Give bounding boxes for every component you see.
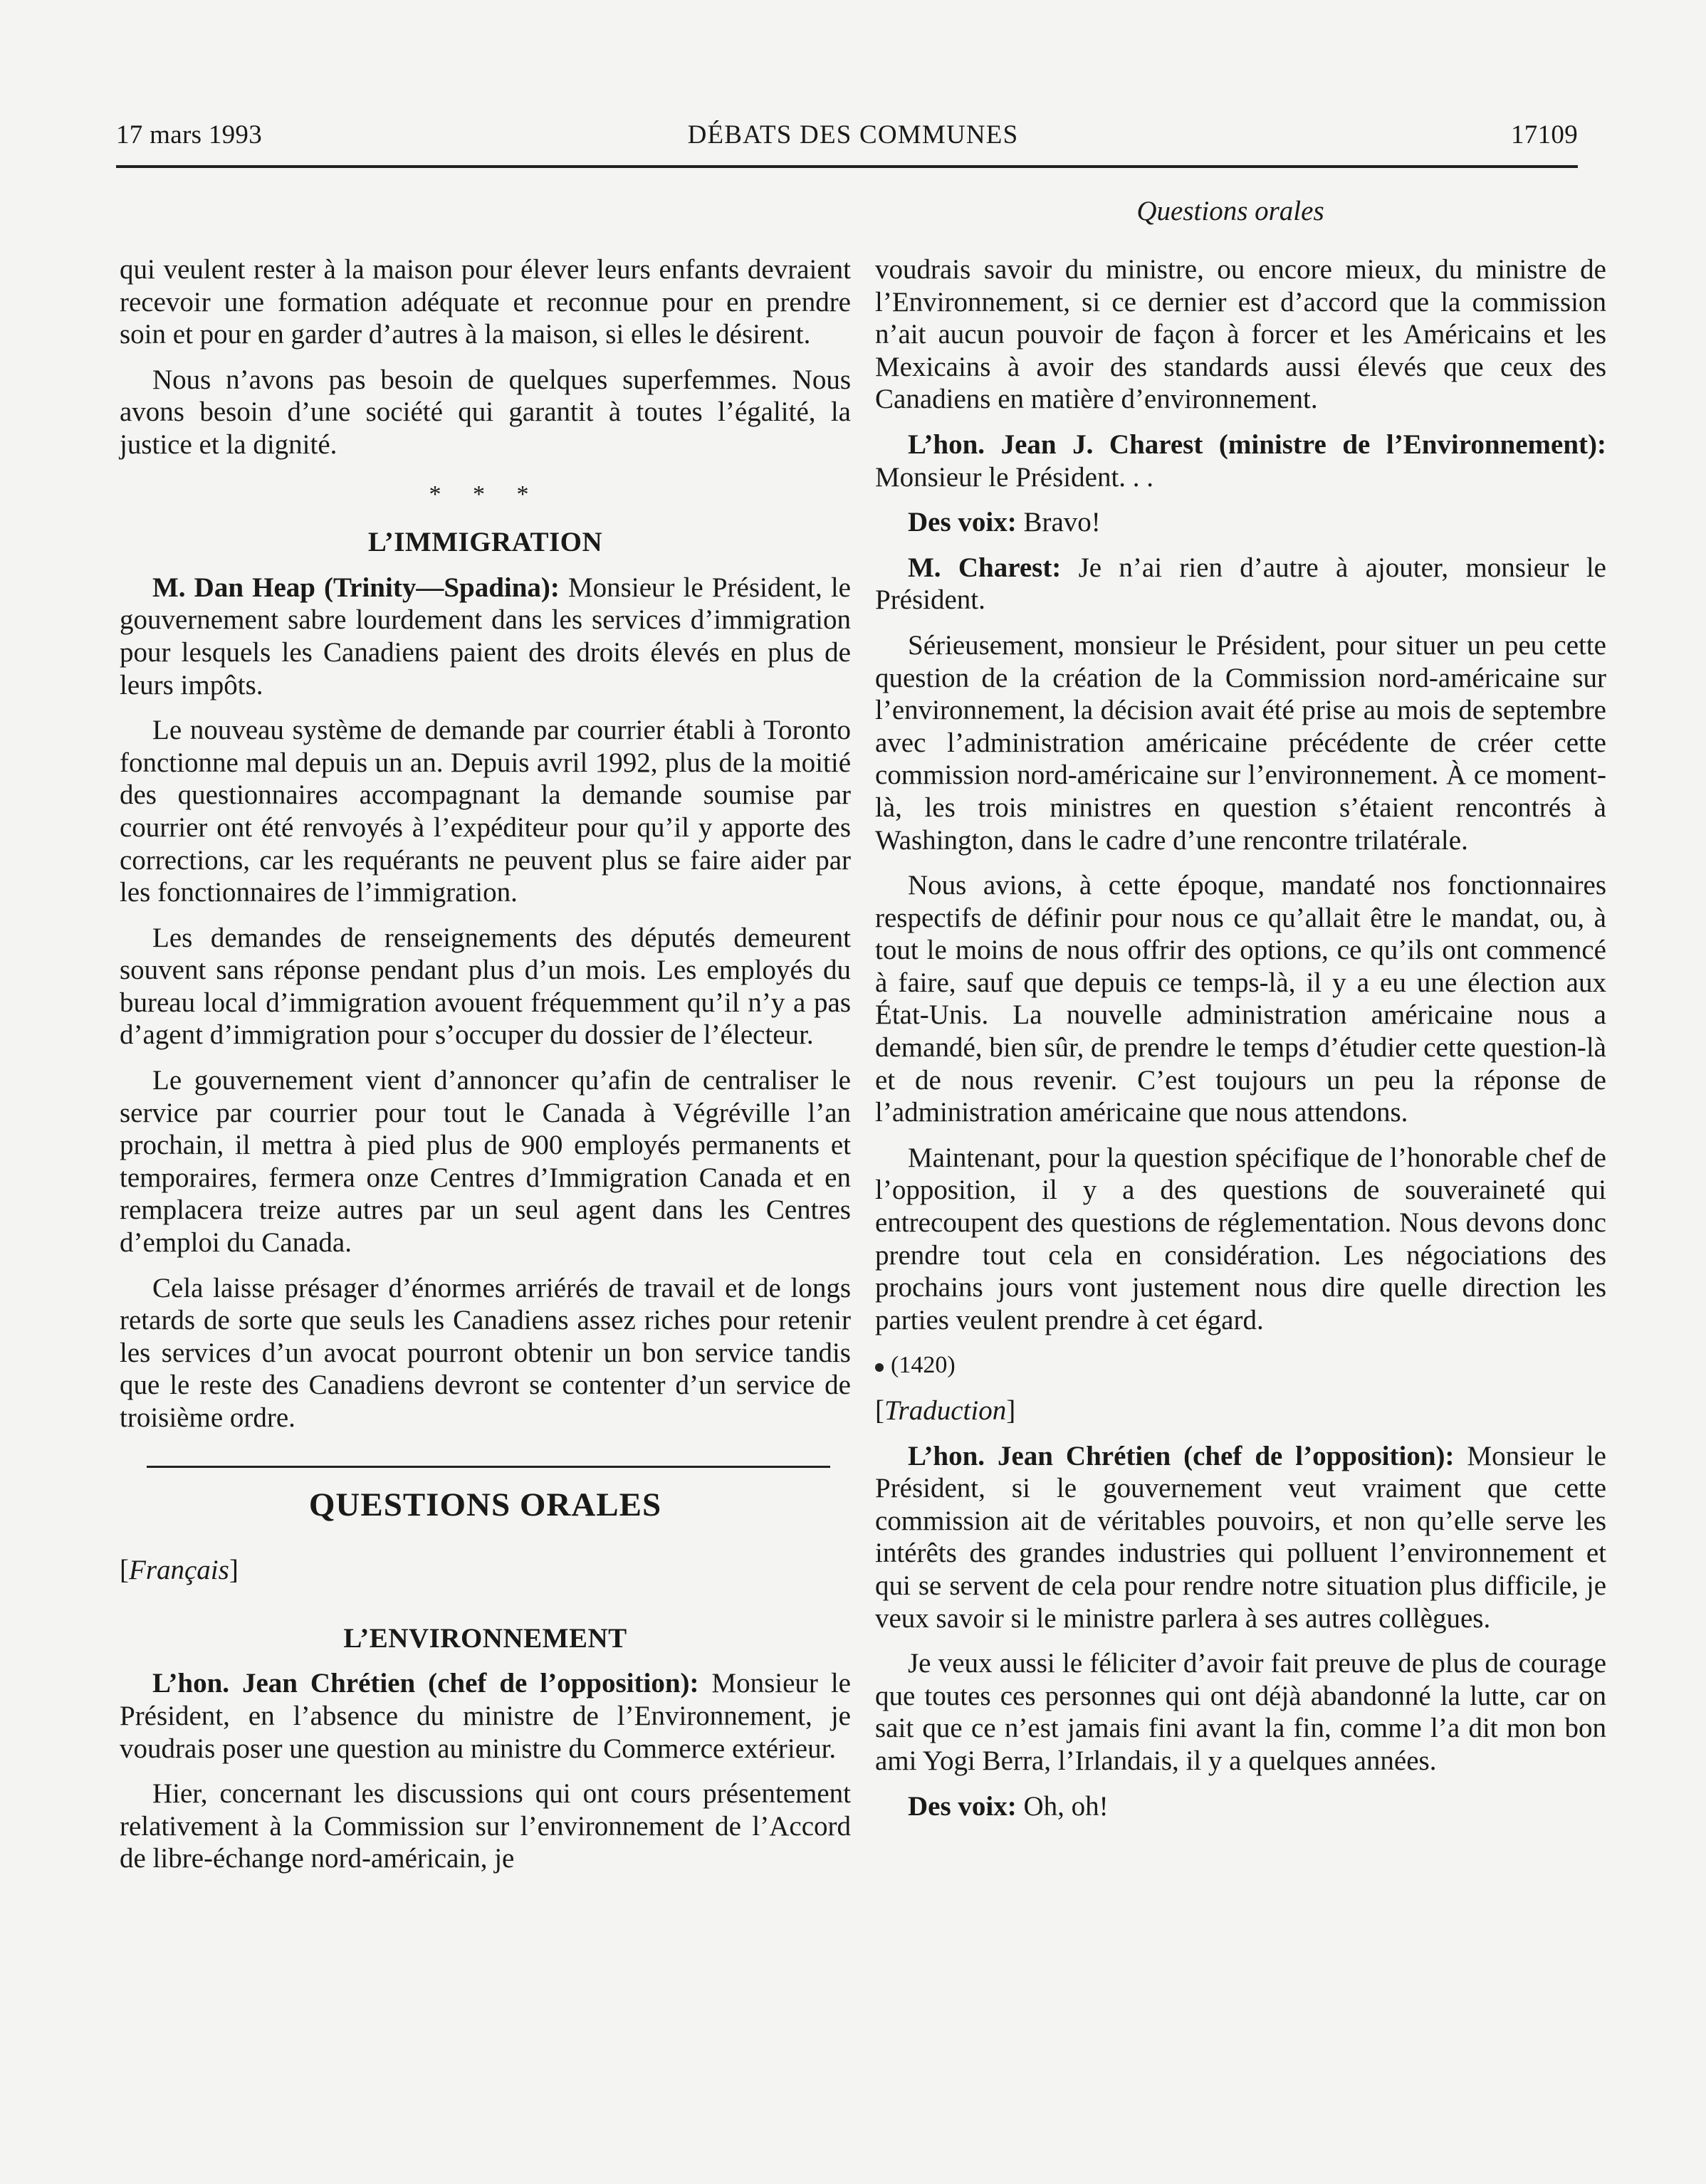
speech-text: Monsieur le Président, le gouvernement sabre lourdement dans les services d’immigration pour lesquels les Canadiens paient des droits élevés en plus de leurs impôts. [120, 572, 851, 700]
header-date: 17 mars 1993 [116, 120, 263, 149]
paragraph: Nous n’avons pas besoin de quelques superfemmes. Nous avons besoin d’une société qui garantit à toutes l’égalité, la justice et la dignité. [120, 364, 851, 460]
speech-text: Je n’ai rien d’autre à ajouter, monsieur le Président. [875, 552, 1606, 616]
section-title: QUESTIONS ORALES [308, 1486, 662, 1523]
speech-text: Monsieur le Président, si le gouvernement veut vraiment que cette commission ait de véritables pouvoirs, et non qu’elle serve les intérêts des grandes industries qui polluent l’environnement et qui se servent de cela pour rendre notre situation plus difficile, je veux savoir si le ministre parlera à ses autres collègues. [875, 1440, 1606, 1634]
page-number: 17109 [1511, 120, 1578, 149]
language-marker: [Français] [120, 1555, 239, 1586]
heading-environment: L’ENVIRONNEMENT [343, 1622, 627, 1654]
speaker-name: Des voix: [908, 1790, 1017, 1822]
speaker-name: L’hon. Jean Chrétien (chef de l’opposition): [908, 1440, 1455, 1471]
speech-text: Monsieur le Président, en l’absence du ministre de l’Environnement, je voudrais poser une question au ministre du Commerce extérieur. [120, 1668, 851, 1764]
paragraph: Cela laisse présager d’énormes arriérés de travail et de longs retards de sorte que seuls les Canadiens assez riches pour retenir les services d’un avocat pourront obtenir un bon service tandis que le reste des Canadiens devront se contenter d’un service de troisième ordre. [120, 1272, 851, 1433]
speech-paragraph [120, 572, 851, 701]
speech-paragraph [875, 552, 1606, 616]
time-marker: (1420) [875, 1349, 1606, 1382]
translation-marker: [Traduction] [875, 1395, 1016, 1426]
speaker-name: L’hon. Jean J. Charest (ministre de l’Environnement): [908, 429, 1606, 460]
paragraph: Les demandes de renseignements des députés demeurent souvent sans réponse pendant plus d’un mois. Les employés du bureau local d’immigration avouent fréquemment qu’il n’y a pas d’agent d’immigration pour s’occuper du dossier de l’électeur. [120, 922, 851, 1051]
speaker-name: M. Dan Heap (Trinity—Spadina): [152, 572, 560, 603]
paragraph: voudrais savoir du ministre, ou encore mieux, du ministre de l’Environnement, si ce dernier est d’accord que la commission n’ait aucun pouvoir de façon à forcer et les Américains et les Mexicains à avoir des standards aussi élevés que ceux des Canadiens en matière d’environnement. [875, 254, 1606, 415]
paragraph: Maintenant, pour la question spécifique de l’honorable chef de l’opposition, il y a des questions de souveraineté qui entrecoupent des questions de réglementation. Nous devons donc prendre tout cela en considération. Les négociations des prochains jours vont justement nous dire quelle direction les parties veulent prendre à cet égard. [875, 1142, 1606, 1335]
paragraph: Nous avions, à cette époque, mandaté nos fonctionnaires respectifs de définir pour nous ce qu’allait être le mandat, ou, à tout le moins de nous offrir des options, ce qu’ils ont commencé à faire, sauf que depuis ce temps-là, il y a eu une élection aux État-Unis. La nouvelle administration américaine nous a demandé, bien sûr, de prendre le temps d’étudier cette question-là et de nous revenir. C’est toujours un peu la réponse de l’administration américaine que nous attendons. [875, 870, 1606, 1128]
speech-text: Bravo! [1016, 507, 1101, 538]
speaker-name: L’hon. Jean Chrétien (chef de l’opposition): [152, 1668, 699, 1699]
speaker-name: M. Charest: [908, 552, 1062, 583]
paragraph: Le nouveau système de demande par courrier établi à Toronto fonctionne mal depuis un an. Depuis avril 1992, plus de la moitié des questionnaires accompagnant la demande soumise par courrier ont été renvoyés à l’expéditeur pour qu’il y apporte des corrections, car les requérants ne peuvent plus se faire aider par les fonctionnaires de l’immigration. [120, 715, 851, 908]
right-column [875, 253, 1606, 1835]
speaker-name: Des voix: [908, 507, 1017, 538]
heading-immigration: L’IMMIGRATION [367, 527, 603, 558]
paragraph: qui veulent rester à la maison pour élever leurs enfants devraient recevoir une formation adéquate et reconnue pour en prendre soin et pour en garder d’autres à la maison, si elles le désirent. [120, 254, 851, 350]
paragraph: Sérieusement, monsieur le Président, pour situer un peu cette question de la création de la Commission nord-américaine sur l’environnement, la décision avait été prise au mois de septembre avec l’administration américaine précédente de créer cette commission nord-américaine sur l’environnement. À ce moment-là, les trois ministres en question s’étaient rencontrés à Washington, dans le cadre d’une rencontre trilatérale. [875, 629, 1606, 856]
running-title: Questions orales [1136, 196, 1324, 226]
speech-text: Monsieur le Président. . . [875, 461, 1154, 493]
left-column [120, 253, 851, 1888]
speech-paragraph [875, 1790, 1606, 1823]
paragraph: Je veux aussi le féliciter d’avoir fait preuve de plus de courage que toutes ces personnes qui ont déjà abandonné la lutte, car on sait que ce n’est jamais fini avant la fin, comme l’a dit mon bon ami Yogi Berra, l’Irlandais, il y a quelques années. [875, 1648, 1606, 1776]
bullet-icon [875, 1363, 884, 1372]
speech-paragraph [875, 506, 1606, 539]
section-separator: * * * [429, 481, 542, 508]
paragraph: Le gouvernement vient d’annoncer qu’afin de centraliser le service par courrier pour tout le Canada à Végréville l’an prochain, il mettra à pied plus de 900 employés permanents et temporaires, fermera onze Centres d’Immigration Canada et en remplacera treize autres par un seul agent dans les Centres d’emploi du Canada. [120, 1065, 851, 1259]
section-rule [147, 1466, 830, 1468]
paragraph: Hier, concernant les discussions qui ont cours présentement relativement à la Commission sur l’environnement de l’Accord de libre-échange nord-américain, je [120, 1778, 851, 1874]
speech-paragraph [120, 1667, 851, 1765]
speech-paragraph [875, 1440, 1606, 1635]
header-rule [116, 165, 1578, 168]
header-title: DÉBATS DES COMMUNES [687, 120, 1019, 149]
speech-text: Oh, oh! [1016, 1790, 1109, 1822]
speech-paragraph [875, 429, 1606, 493]
